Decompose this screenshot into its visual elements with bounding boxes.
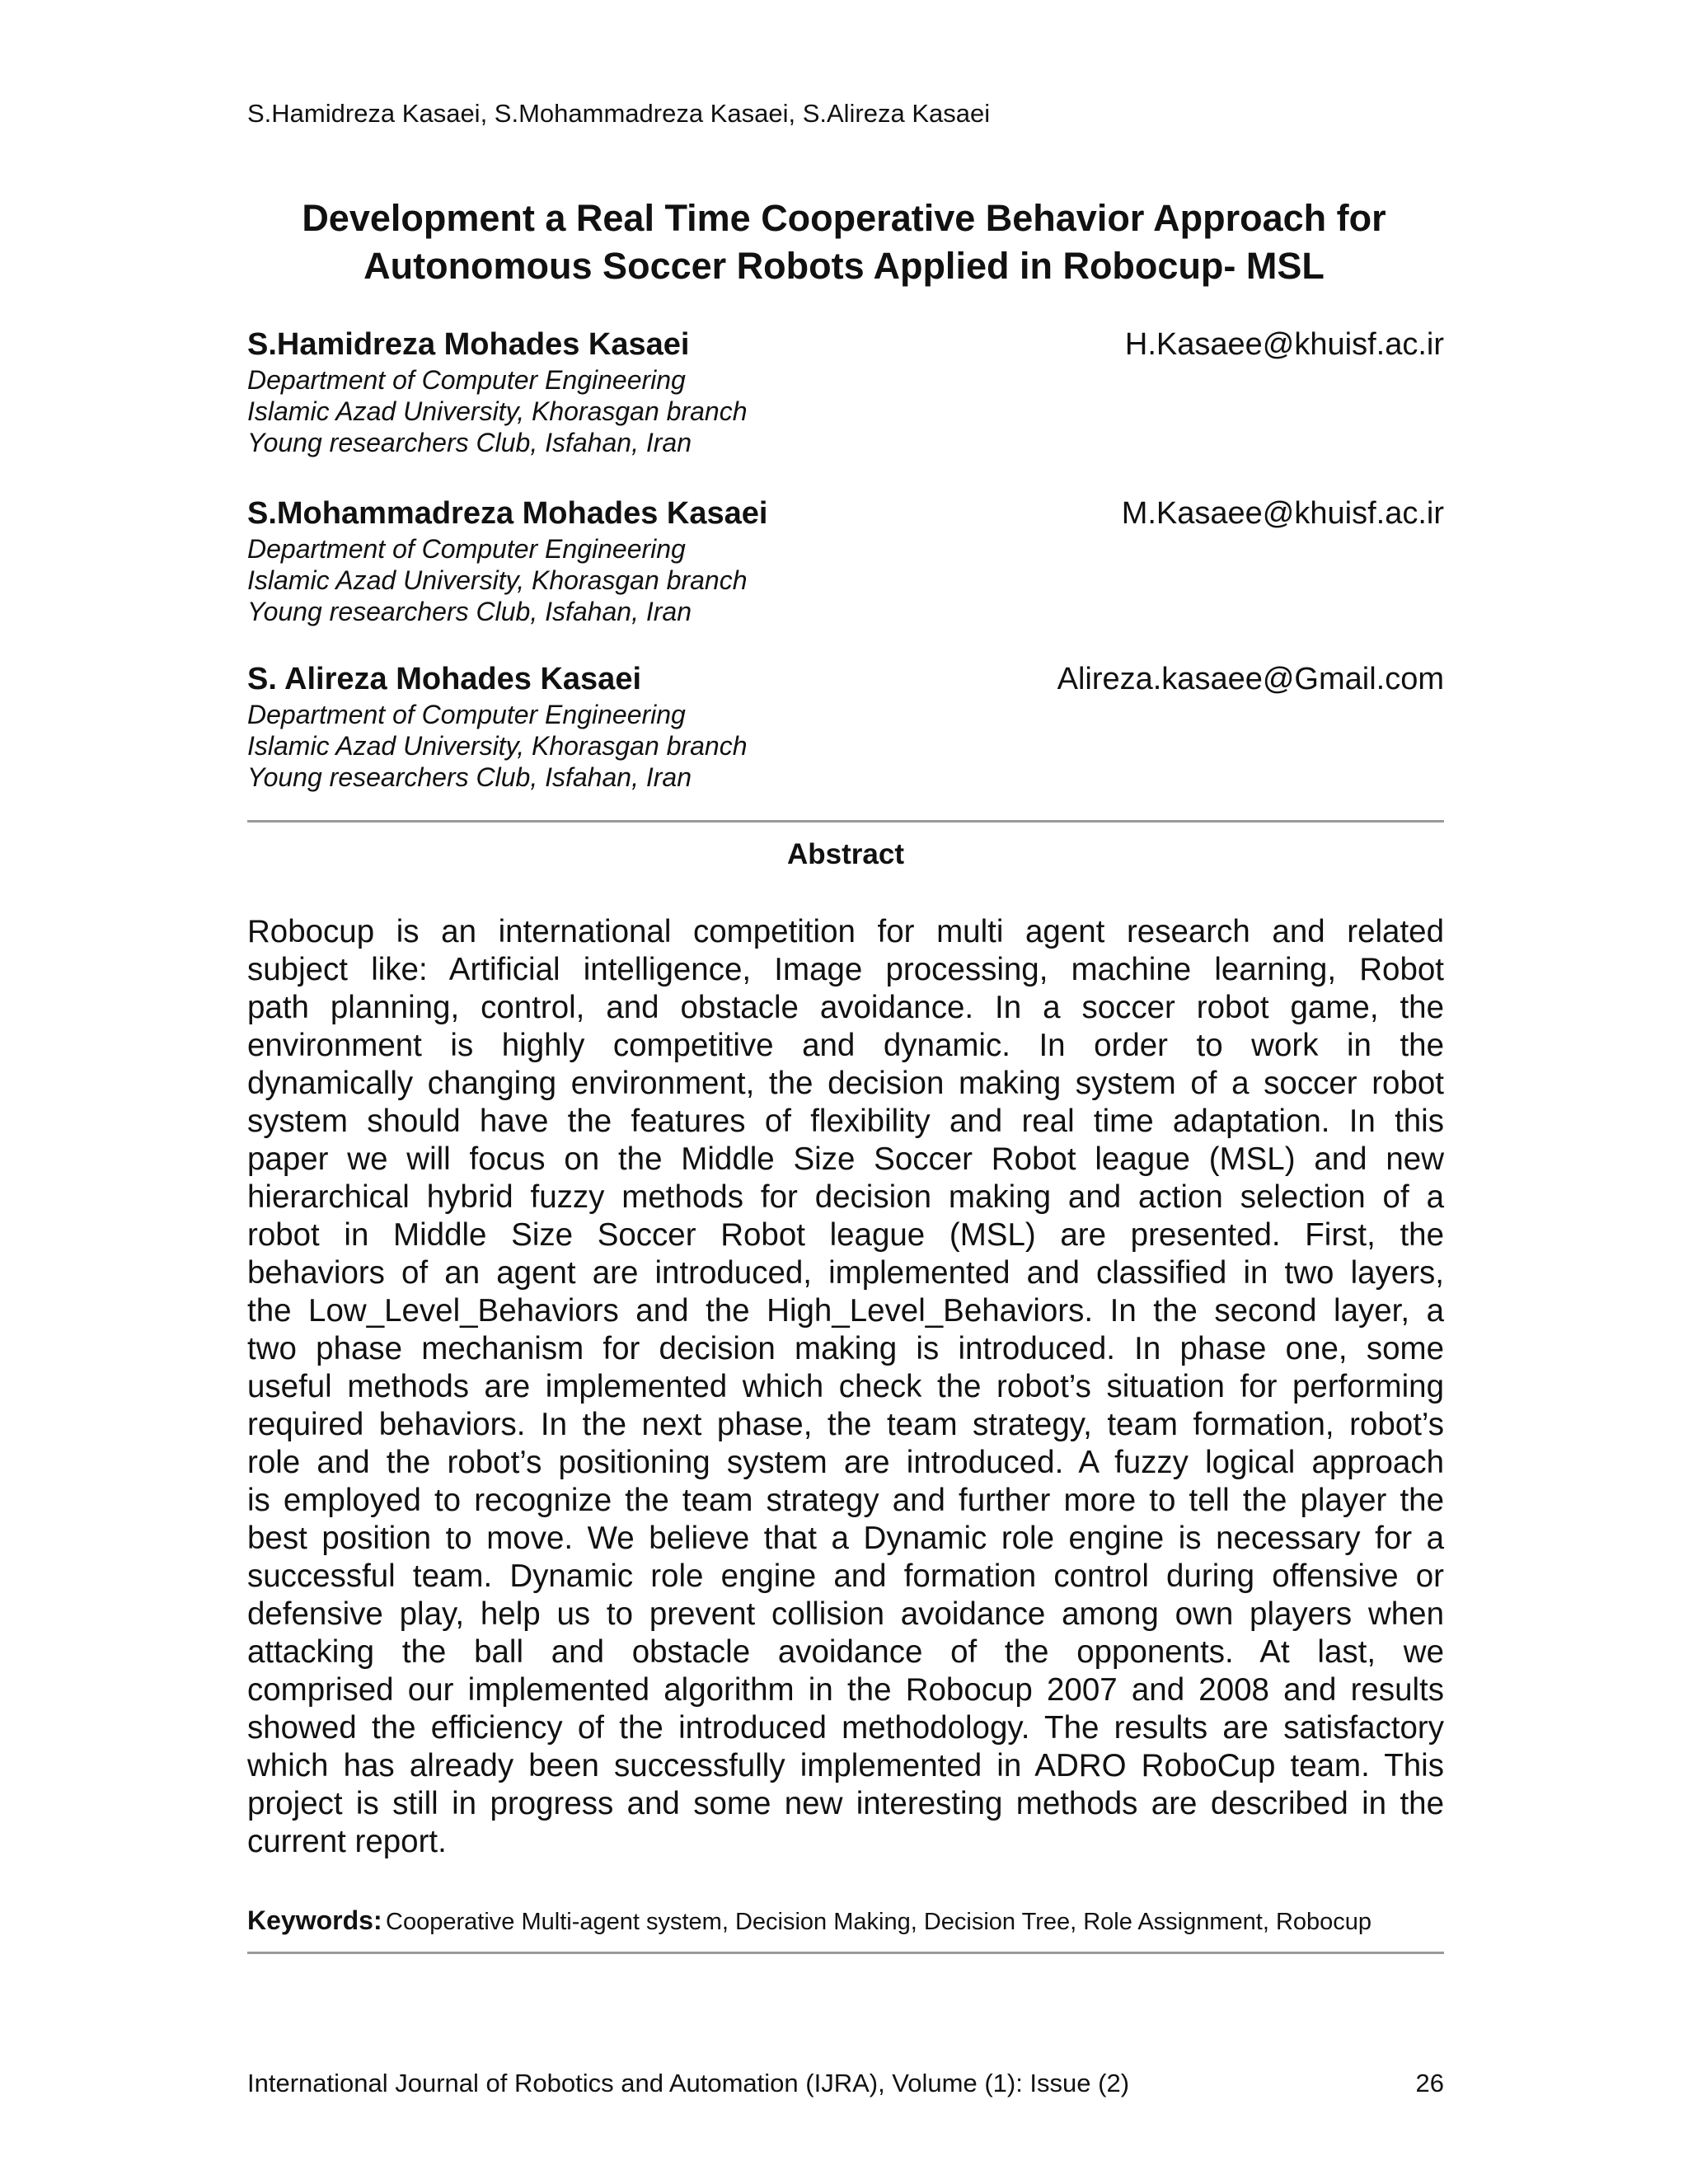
abstract-line: system should have the features of flexibility and real time adaptation. In this — [247, 1104, 1444, 1139]
abstract-line: role and the robot’s positioning system are introduced. A fuzzy logical approach — [247, 1445, 1444, 1480]
abstract-line: useful methods are implemented which check the robot’s situation for performing — [247, 1369, 1444, 1404]
footer — [247, 2067, 1444, 2100]
abstract-body — [247, 913, 1444, 1861]
abstract-line: showed the efficiency of the introduced methodology. The results are satisfactory — [247, 1710, 1444, 1746]
abstract-line: required behaviors. In the next phase, the team strategy, team formation, robot’s — [247, 1407, 1444, 1442]
abstract-line: is employed to recognize the team strategy and further more to tell the player the — [247, 1483, 1444, 1518]
abstract-line: subject like: Artificial intelligence, Image processing, machine learning, Robot — [247, 952, 1444, 987]
abstract-line: which has already been successfully implemented in ADRO RoboCup team. This — [247, 1748, 1444, 1783]
abstract-heading: Abstract — [787, 838, 904, 870]
abstract-line: attacking the ball and obstacle avoidance of the opponents. At last, we — [247, 1634, 1444, 1670]
running-head: S.Hamidreza Kasaei, S.Mohammadreza Kasaei, S.Alireza Kasaei — [247, 99, 991, 128]
author-university: Islamic Azad University, Khorasgan branch — [247, 565, 748, 595]
abstract-line: paper we will focus on the Middle Size Soccer Robot league (MSL) and new — [247, 1141, 1444, 1177]
author-department: Department of Computer Engineering — [247, 534, 686, 564]
page-number: 26 — [1415, 2069, 1444, 2097]
author-club: Young researchers Club, Isfahan, Iran — [247, 428, 692, 457]
abstract-line: current report. — [247, 1824, 447, 1859]
author-university: Islamic Azad University, Khorasgan branch — [247, 396, 748, 426]
author-club: Young researchers Club, Isfahan, Iran — [247, 597, 692, 626]
author-email[interactable]: M.Kasaee@khuisf.ac.ir — [1121, 496, 1444, 531]
paper-title — [198, 194, 1490, 290]
abstract-line: dynamically changing environment, the decision making system of a soccer robot — [247, 1066, 1444, 1101]
author-email[interactable]: H.Kasaee@khuisf.ac.ir — [1124, 327, 1444, 362]
abstract-line: the Low_Level_Behaviors and the High_Level_Behaviors. In the second layer, a — [247, 1293, 1444, 1329]
author-university: Islamic Azad University, Khorasgan branch — [247, 731, 748, 761]
abstract-line: behaviors of an agent are introduced, implemented and classified in two layers, — [247, 1255, 1444, 1291]
paper-title-line-1: Development a Real Time Cooperative Behavior Approach for — [302, 197, 1386, 239]
author-block-3 — [247, 659, 1444, 793]
top-divider — [247, 820, 1444, 823]
abstract-line: project is still in progress and some new interesting methods are described in the — [247, 1786, 1444, 1821]
author-block-1 — [247, 325, 1444, 458]
abstract-line: path planning, control, and obstacle avoidance. In a soccer robot game, the — [247, 990, 1444, 1025]
bottom-divider — [247, 1952, 1444, 1954]
author-department: Department of Computer Engineering — [247, 365, 686, 395]
paper-title-line-2: Autonomous Soccer Robots Applied in Robocup- MSL — [363, 245, 1325, 287]
author-block-2 — [247, 494, 1444, 627]
keywords-text: Cooperative Multi-agent system, Decision Making, Decision Tree, Role Assignment, Robocup — [386, 1909, 1372, 1935]
abstract-line: hierarchical hybrid fuzzy methods for decision making and action selection of a — [247, 1179, 1444, 1215]
author-name: S.Hamidreza Mohades Kasaei — [247, 327, 690, 362]
author-name: S.Mohammadreza Mohades Kasaei — [247, 496, 768, 531]
author-department: Department of Computer Engineering — [247, 700, 686, 729]
abstract-line: best position to move. We believe that a Dynamic role engine is necessary for a — [247, 1521, 1444, 1556]
keywords — [247, 1905, 1372, 1936]
journal-citation: International Journal of Robotics and Automation (IJRA), Volume (1): Issue (2) — [247, 2069, 1130, 2097]
abstract-line: defensive play, help us to prevent collision avoidance among own players when — [247, 1596, 1444, 1632]
author-email[interactable]: Alireza.kasaee@Gmail.com — [1057, 662, 1444, 696]
abstract-line: robot in Middle Size Soccer Robot league (MSL) are presented. First, the — [247, 1217, 1444, 1253]
author-name: S. Alireza Mohades Kasaei — [247, 662, 642, 696]
abstract-line: Robocup is an international competition for multi agent research and related — [247, 914, 1444, 949]
abstract-line: environment is highly competitive and dynamic. In order to work in the — [247, 1028, 1444, 1063]
abstract-line: two phase mechanism for decision making is introduced. In phase one, some — [247, 1331, 1444, 1366]
abstract-line: comprised our implemented algorithm in the Robocup 2007 and 2008 and results — [247, 1672, 1444, 1708]
abstract-line: successful team. Dynamic role engine and formation control during offensive or — [247, 1558, 1444, 1594]
author-club: Young researchers Club, Isfahan, Iran — [247, 762, 692, 792]
keywords-label: Keywords: — [247, 1905, 382, 1935]
